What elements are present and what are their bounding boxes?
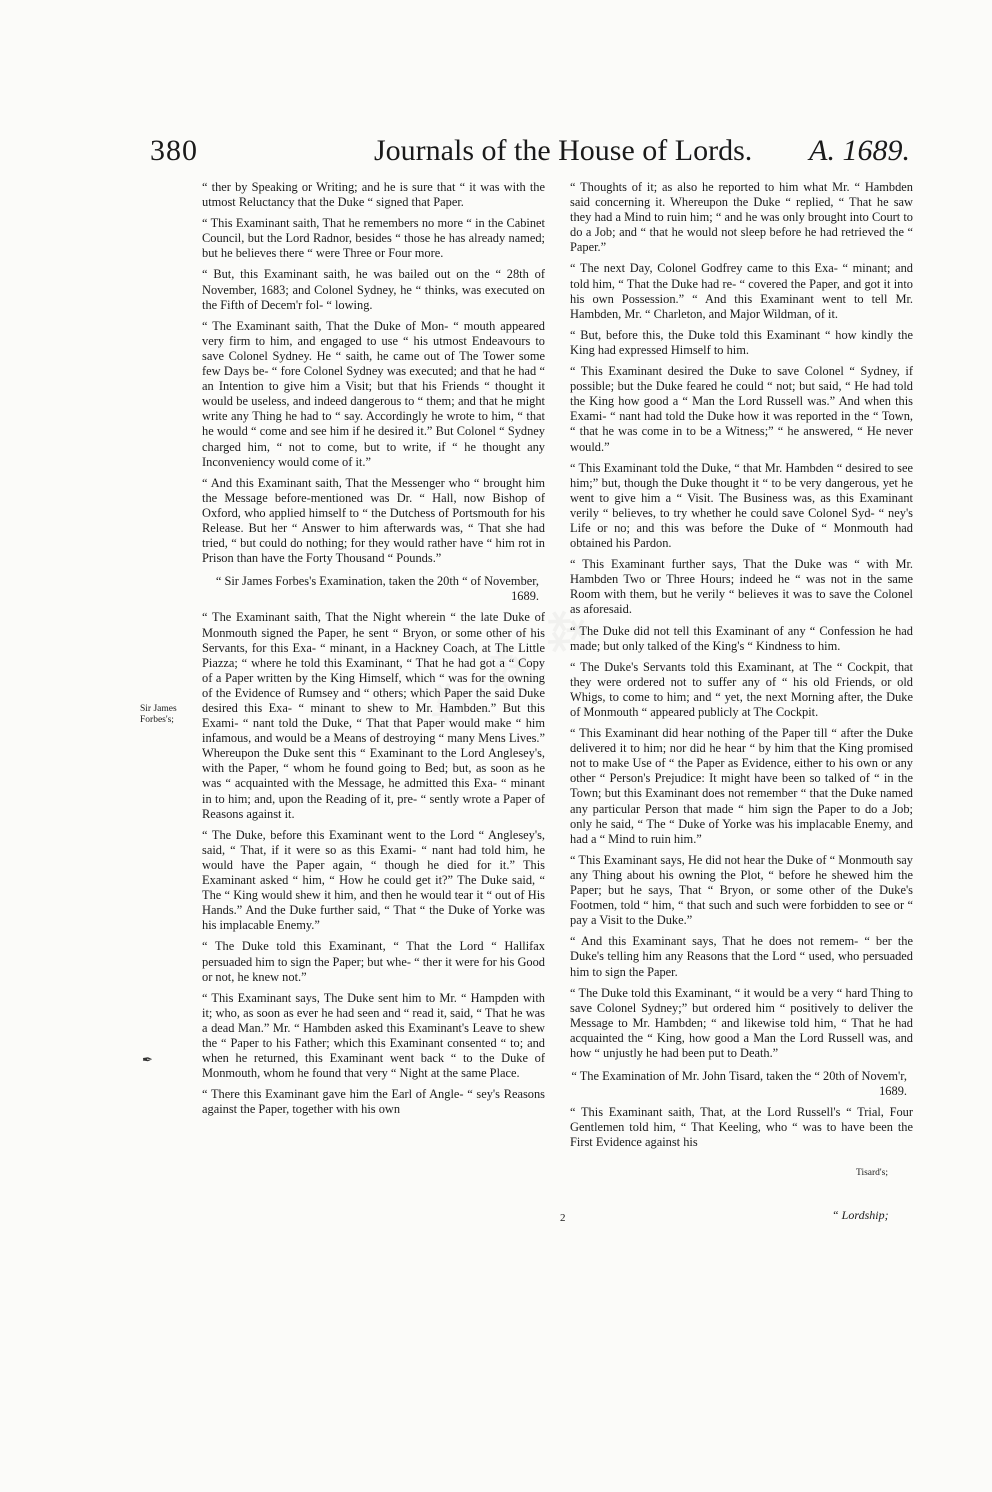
margin-note-forbes: Sir James Forbes's; bbox=[140, 704, 177, 725]
paragraph: “ There this Examinant gave him the Earl of Angle- “ sey's Reasons against the Paper, together with his own bbox=[202, 1087, 545, 1117]
paragraph: “ This Examinant further says, That the Duke was “ with Mr. Hambden Two or Three Hours; indeed he “ was not in the same Room with them, but he verily “ believes it was to save the Colonel as aforesaid. bbox=[570, 557, 913, 617]
paragraph: “ This Examinant told the Duke, “ that Mr. Hambden “ desired to see him;” but, though the Duke thought it “ to be very dangerous, yet he went to give him a “ Visit. The Business was, as this Examinant verily “ believes, to try whether he could save Colonel Syd- “ ney's Life or no; and this was before the Duke of “ Monmouth had obtained his Pardon. bbox=[570, 460, 913, 551]
left-column bbox=[202, 180, 545, 1123]
paragraph: “ The Duke told this Examinant, “ That the Lord “ Hallifax persuaded him to sign the Paper; but whe- “ ther it were for his Good or not, he knew not.” bbox=[202, 939, 545, 984]
paragraph: “ This Examinant saith, That, at the Lord Russell's “ Trial, Four Gentlemen told him, “ That Keeling, who “ was to have been the First Evidence against his bbox=[570, 1105, 913, 1150]
year-heading: A. 1689. bbox=[809, 134, 910, 167]
paragraph: “ This Examinant says, He did not hear the Duke of “ Monmouth say any Thing about his owning the Plot, “ before he shewed him the Paper; but he says, That “ Bryon, or some other of the Duke's Footmen, told “ him, “ that such and such were forbidden to see or “ pay a Visit to the Duke.” bbox=[570, 852, 913, 928]
paragraph: “ The Examinant saith, That the Night wherein “ the late Duke of Monmouth signed the Paper, he sent “ Bryon, or some other of his Servants, for this Exa- “ minant, in a Hackney Coach, at The Little Piazza; “ where he told this Examinant, “ That he had got a “ Copy of a Paper written by the King Himself, which “ was for the owning of the Evidence of Rumsey and “ others; which Paper the said Duke desired this Exa- “ minant to shew to Mr. Hambden.” But this Exami- “ nant told the Duke, “ That that Paper would make “ him infamous, and would be a Means of destroying “ many Mens Lives.” Whereupon the Duke sent this “ Examinant to the Lord Anglesey's, with the Paper, “ whom he found going to Bed; but, as soon as he was “ acquainted with the Message, he admitted this Exa- “ minant in to him; and, upon the Reading of it, pre- “ sently wrote a Paper of Reasons against it. bbox=[202, 610, 545, 821]
paragraph: “ The Duke told this Examinant, “ it would be a very “ hard Thing to save Colonel Sydney;” but ordered him “ positively to deliver the Message to Mr. Hambden; “ and likewise told him, “ That he had acquainted the “ King, how good a Man the Lord Russell was, and how “ unjustly he had been put to Death.” bbox=[570, 985, 913, 1060]
right-column bbox=[570, 180, 913, 1157]
section-heading-forbes: “ Sir James Forbes's Examination, taken the 20th “ of November, 1689. bbox=[215, 574, 539, 604]
page-number: 380 bbox=[150, 134, 198, 167]
paragraph: “ But, this Examinant saith, he was bailed out on the “ 28th of November, 1683; and Colonel Sydney, he “ thinks, was executed on the Fifth of Decem'r fol- “ lowing. bbox=[202, 267, 545, 312]
paragraph: “ This Examinant desired the Duke to save Colonel “ Sydney, if possible; but the Duke feared he could “ not; but said, “ He had told the King how good a “ Man the Lord Russell was.” And when this Exami- “ nant had told the Duke how it was reported in the “ Town, “ that he was come in to be a Witness;” “ he answered, “ He never would.” bbox=[570, 364, 913, 454]
catchword: “ Lordship; bbox=[832, 1208, 889, 1222]
paragraph: “ The Duke, before this Examinant went to the Lord “ Anglesey's, said, “ That, if it were so as this Exami- “ nant had told him, he would have the Paper again, “ though he died for it.” This Examinant asked “ him, “ How he could get it?” The Duke said, “ The “ King would shew it him, and then he would tear it “ out of His Hands.” And the Duke further said, “ That “ the Duke of Yorke was his implacable Enemy.” bbox=[202, 827, 545, 933]
section-heading-tisard: “ The Examination of Mr. John Tisard, taken the “ 20th of Novem'r, 1689. bbox=[571, 1069, 907, 1099]
margin-note-tisard: Tisard's; bbox=[856, 1168, 888, 1178]
paragraph: “ This Examinant says, The Duke sent him to Mr. “ Hampden with it; who, as soon as ever he had seen and “ read it, said, “ That he was a dead Man.” Mr. “ Hambden asked this Examinant's Leave to shew the “ Paper to his Father; which this Examinant consented “ to; and when he returned, this Examinant went back “ to the Duke of Monmouth, whom he found that very “ Night at the same Place. bbox=[202, 990, 545, 1081]
paragraph: “ This Examinant saith, That he remembers no more “ in the Cabinet Council, but the Lord Radnor, besides “ those he has already named; but he believes there “ were Three or Four more. bbox=[202, 216, 545, 261]
paragraph: “ But, before this, the Duke told this Examinant “ how kindly the King had expressed Himself to him. bbox=[570, 327, 913, 357]
paragraph: “ The next Day, Colonel Godfrey came to this Exa- “ minant; and told him, “ That the Duke had re- “ covered the Paper, and got it into his own Possession.” “ And this Examinant went to tell Mr. Hambden, Mr. “ Charleton, and Major Wildman, of it. bbox=[570, 261, 913, 321]
page-header bbox=[148, 134, 910, 178]
paragraph: “ The Duke did not tell this Examinant of any “ Confession he had made; but only talked of the King's “ Kindness to him. bbox=[570, 623, 913, 653]
paragraph: “ Thoughts of it; as also he reported to him what Mr. “ Hambden said concerning it. Whereupon the Duke “ replied, “ That he saw they had a Mind to ruin him; “ and he was only brought into Court to do a Job; and “ that he would not sleep before he had retrieved the “ Paper.” bbox=[570, 180, 913, 255]
journal-title: Journals of the House of Lords. bbox=[374, 134, 753, 167]
pen-mark-icon: ✒ bbox=[142, 1052, 153, 1067]
signature-mark: 2 bbox=[560, 1212, 566, 1224]
paragraph: “ The Duke's Servants told this Examinant, at The “ Cockpit, that they were ordered not to suffer any of “ his old Friends, or old Whigs, to come to him; and “ yet, the next Morning after, the Duke of Monmouth “ appeared publicly at The Cockpit. bbox=[570, 659, 913, 719]
paragraph: “ This Examinant did hear nothing of the Paper till “ after the Duke delivered it to him; nor did he hear “ by him that the King promised not to make Use of “ the Paper as Evidence, either to his own or any other “ Person's Prejudice: It might have been so talked of “ in the Town; but this Examinant does not remember “ that the Duke named any particular Person that made “ him sign the Paper to do a Job; only he said, “ The “ Duke of Yorke was his implacable Enemy, and had a “ Mind to ruin him.” bbox=[570, 726, 913, 846]
paragraph: “ And this Examinant saith, That the Messenger who “ brought him the Message before-mentioned was Dr. “ Hall, now Bishop of Oxford, who applied himself to “ the Dutchess of Portsmouth for his Release. But her “ Answer to him afterwards was, “ That she had tried, “ but could do nothing; for they would rather have “ him rot in Prison than have the Forty Thousand “ Pounds.” bbox=[202, 475, 545, 566]
paragraph: “ ther by Speaking or Writing; and he is sure that “ it was with the utmost Reluctancy that the Duke “ signed that Paper. bbox=[202, 180, 545, 210]
paragraph: “ The Examinant saith, That the Duke of Mon- “ mouth appeared very firm to him, and engaged to use “ his utmost Endeavours to save Colonel Sydney. He “ saith, he came out of The Tower some few Days be- “ fore Colonel Sydney was executed; and that he had “ an Intention to give him a Visit; but that his Friends “ thought it would be useless, and indeed dangerous to “ them; and that he might write any Thing he had to “ say. Accordingly he wrote to him, “ that he would “ come and see him if he desired it.” But Colonel “ Sydney charged him, “ not to come, but to write, if “ he thought any Inconveniency would come of it.” bbox=[202, 318, 545, 469]
paragraph: “ And this Examinant says, That he does not remem- “ ber the Duke's telling him any Reasons that the Lord “ used, who persuaded him to sign the Paper. bbox=[570, 934, 913, 979]
